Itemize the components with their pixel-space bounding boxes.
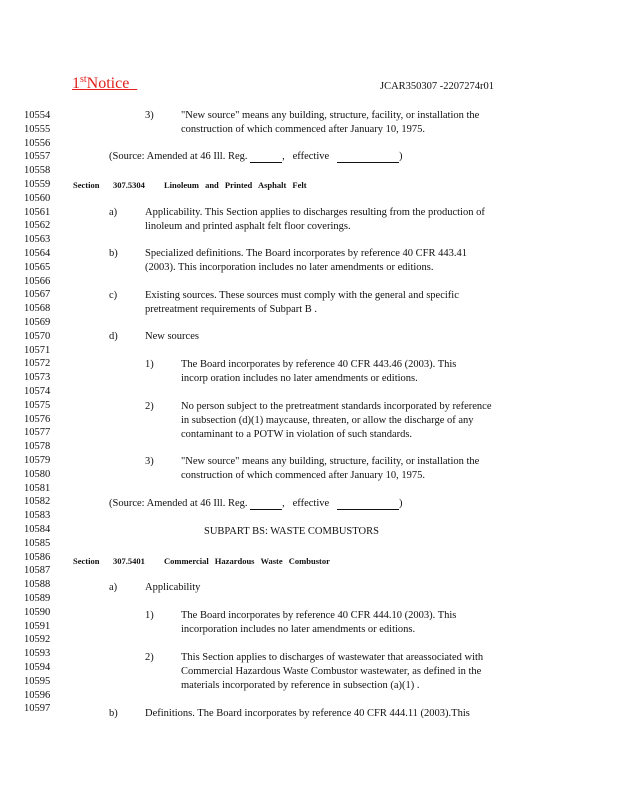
line-number: 10589 xyxy=(24,593,51,604)
line-number: 10587 xyxy=(24,565,51,577)
notice-heading xyxy=(72,74,137,93)
line-number: 10582 xyxy=(24,496,51,508)
line-number: 10595 xyxy=(24,675,51,687)
source-close: ) xyxy=(399,498,403,509)
text-line: linoleum and printed asphalt felt floor coverings. xyxy=(145,221,351,232)
item-marker: 2) xyxy=(145,652,154,663)
item-marker: 1) xyxy=(145,610,154,621)
section-title: Commercial Hazardous Waste Combustor xyxy=(164,556,330,566)
line-number: 10559 xyxy=(24,179,51,190)
line-number: 10561 xyxy=(24,206,51,218)
line-number: 10583 xyxy=(24,510,51,522)
line-number: 10578 xyxy=(24,441,51,453)
line-number: 10569 xyxy=(24,317,51,328)
line-number: 10564 xyxy=(24,248,51,259)
line-number: 10585 xyxy=(24,537,51,549)
blank-line xyxy=(250,152,282,163)
line-number: 10574 xyxy=(24,386,51,397)
line-number: 10565 xyxy=(24,261,51,273)
item-marker: a) xyxy=(109,582,118,593)
blank-line xyxy=(337,499,399,510)
line-number: 10562 xyxy=(24,220,51,232)
text-line: Specialized definitions. The Board incorporates by reference 40 CFR 443.41 xyxy=(145,248,468,259)
item-marker: b) xyxy=(109,708,118,719)
line-number: 10597 xyxy=(24,703,51,715)
section-label: Section xyxy=(73,556,100,566)
source-note-text: (Source: Amended at 46 Ill. Reg. xyxy=(109,151,248,162)
item-marker: 3) xyxy=(145,110,154,121)
text-line: The Board incorporates by reference 40 CFR 443.46 (2003). This xyxy=(181,359,457,370)
item-marker: 1) xyxy=(145,359,154,370)
line-number: 10576 xyxy=(24,413,51,425)
text-line: incorporation includes no later amendments or editions. xyxy=(181,624,416,635)
line-number: 10591 xyxy=(24,620,51,632)
line-number: 10558 xyxy=(24,165,51,177)
item-marker: a) xyxy=(109,207,118,218)
text-line: Existing sources. These sources must comply with the general and specific xyxy=(145,290,459,301)
line-number: 10588 xyxy=(24,579,51,591)
effective-label: effective xyxy=(292,498,330,509)
blank-line xyxy=(337,152,399,163)
item-marker: d) xyxy=(109,331,118,342)
text-line: New sources xyxy=(145,331,199,342)
line-number: 10571 xyxy=(24,344,51,356)
notice-suffix: st xyxy=(80,74,87,85)
line-number: 10581 xyxy=(24,482,51,494)
text-line: Applicability xyxy=(145,582,201,593)
section-title: Linoleum and Printed Asphalt Felt xyxy=(164,180,307,190)
item-marker: b) xyxy=(109,248,118,259)
text-line: Applicability. This Section applies to discharges resulting from the production of xyxy=(145,207,485,218)
text-line: No person subject to the pretreatment standards incorporated by reference xyxy=(181,401,492,412)
text-line: incorp oration includes no later amendments or editions. xyxy=(181,373,418,384)
line-number: 10572 xyxy=(24,358,51,370)
line-number: 10563 xyxy=(24,234,51,246)
text-line: This Section applies to discharges of wastewater that areassociated with xyxy=(181,652,484,663)
subpart-heading: SUBPART BS: WASTE COMBUSTORS xyxy=(204,526,379,537)
line-number: 10570 xyxy=(24,330,51,342)
text-line: Commercial Hazardous Waste Combustor wastewater, as defined in the xyxy=(181,666,482,677)
line-number: 10586 xyxy=(24,551,51,563)
source-note: (Source: Amended at 46 Ill. Reg. , effective ) xyxy=(109,498,403,509)
section-label: Section xyxy=(73,180,100,190)
text-line: in subsection (d)(1) maycause, threaten, or allow the discharge of any xyxy=(181,415,474,426)
line-number: 10573 xyxy=(24,372,51,384)
line-number: 10584 xyxy=(24,524,51,535)
text-line: "New source" means any building, structure, facility, or installation the xyxy=(181,456,480,467)
text-line: construction of which commenced after January 10, 1975. xyxy=(181,470,426,481)
text-line: "New source" means any building, structure, facility, or installation the xyxy=(181,110,480,121)
line-number: 10554 xyxy=(24,110,51,121)
line-number: 10579 xyxy=(24,455,51,466)
text-line: contaminant to a POTW in violation of such standards. xyxy=(181,429,413,440)
text-line: materials incorporated by reference in subsection (a)(1) . xyxy=(181,680,420,691)
section-number: 307.5401 xyxy=(113,556,145,566)
line-number: 10560 xyxy=(24,192,51,204)
text-line: The Board incorporates by reference 40 CFR 444.10 (2003). This xyxy=(181,610,457,621)
text-line: pretreatment requirements of Subpart B . xyxy=(145,304,318,315)
line-number: 10593 xyxy=(24,648,51,660)
text-line: (2003). This incorporation includes no later amendments or editions. xyxy=(145,262,434,273)
line-number: 10590 xyxy=(24,606,51,618)
line-number: 10555 xyxy=(24,123,51,135)
line-number: 10568 xyxy=(24,303,51,315)
notice-word: Notice xyxy=(86,75,130,92)
line-number: 10556 xyxy=(24,137,51,149)
line-number: 10596 xyxy=(24,689,51,701)
source-note-text: (Source: Amended at 46 Ill. Reg. xyxy=(109,498,248,509)
item-marker: 3) xyxy=(145,456,154,467)
line-number: 10566 xyxy=(24,275,51,287)
effective-label: effective xyxy=(292,151,330,162)
text-line: Definitions. The Board incorporates by reference 40 CFR 444.11 (2003).This xyxy=(145,708,470,719)
line-number: 10580 xyxy=(24,468,51,480)
line-number: 10557 xyxy=(24,151,51,163)
line-number: 10592 xyxy=(24,634,51,646)
text-line: construction of which commenced after January 10, 1975. xyxy=(181,124,426,135)
section-number: 307.5304 xyxy=(113,180,145,190)
source-note: (Source: Amended at 46 Ill. Reg. , effective ) xyxy=(109,151,403,162)
item-marker: c) xyxy=(109,290,118,301)
line-number: 10594 xyxy=(24,662,51,673)
blank-line xyxy=(250,499,282,510)
source-close: ) xyxy=(399,151,403,162)
line-number: 10567 xyxy=(24,289,51,301)
document-id: JCAR350307 -2207274r01 xyxy=(380,81,495,92)
notice-number: 1 xyxy=(72,75,80,92)
line-number: 10577 xyxy=(24,427,51,439)
item-marker: 2) xyxy=(145,401,154,412)
line-number: 10575 xyxy=(24,399,51,411)
